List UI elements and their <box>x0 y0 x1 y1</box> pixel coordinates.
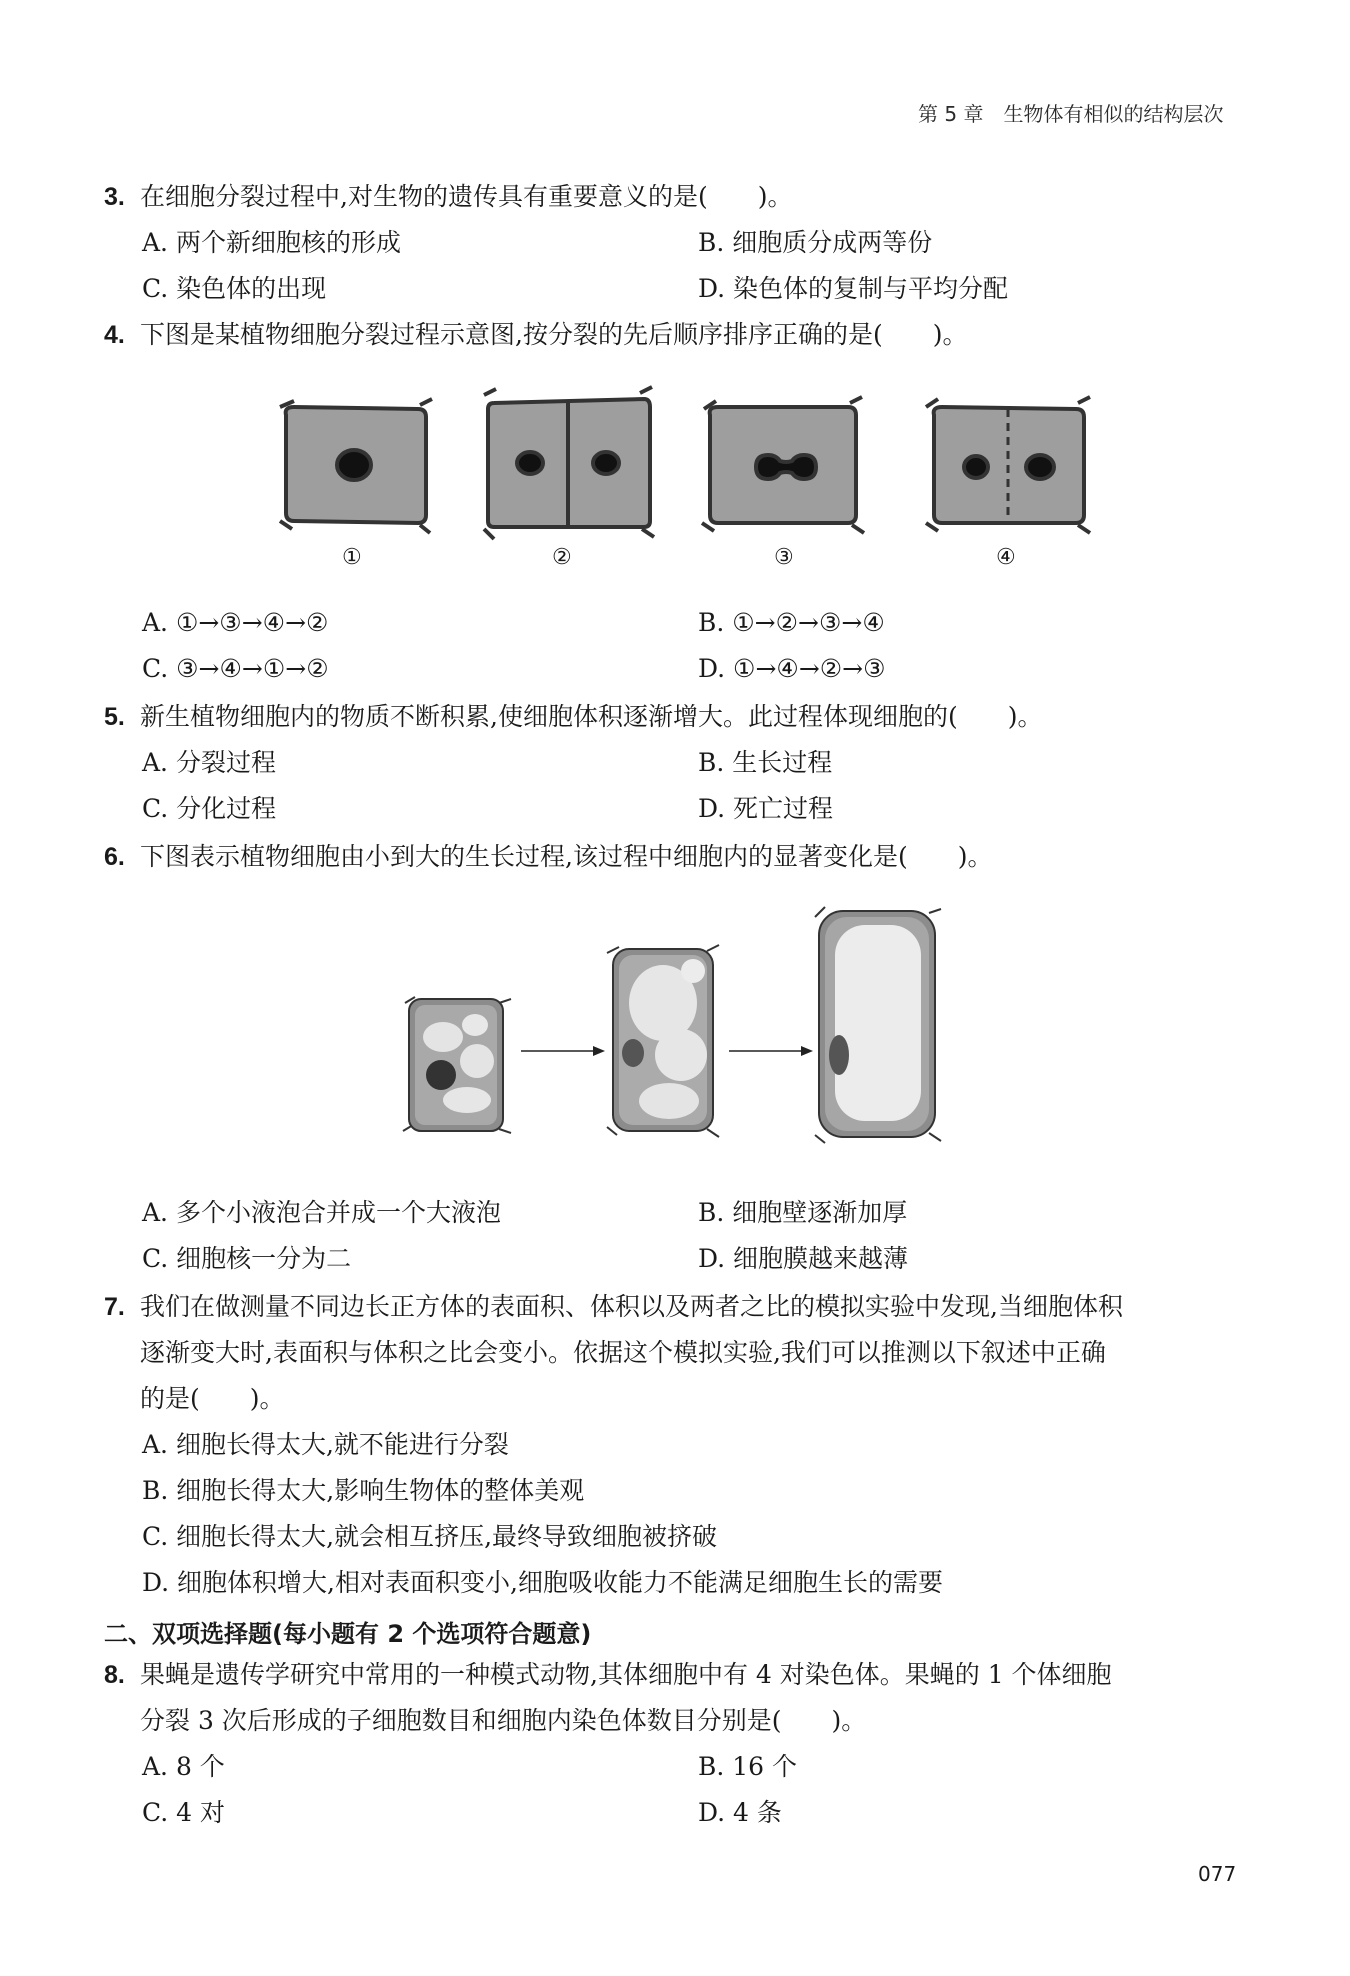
option-c: C. 细胞长得太大,就会相互挤压,最终导致细胞被挤破 <box>142 1522 718 1551</box>
section-heading: 二、双项选择题(每小题有 2 个选项符合题意) <box>104 1620 592 1648</box>
option-d: D. 细胞体积增大,相对表面积变小,细胞吸收能力不能满足细胞生长的需要 <box>142 1568 943 1597</box>
option-b: B. 16 个 <box>698 1752 798 1781</box>
option-a: A. 多个小液泡合并成一个大液泡 <box>142 1198 501 1227</box>
cell-2 <box>484 387 654 539</box>
option-c: C. 染色体的出现 <box>142 274 327 303</box>
cell-3 <box>702 397 864 533</box>
medium-cell <box>607 945 719 1137</box>
question-4 <box>104 318 967 352</box>
option-b: B. ①→②→③→④ <box>698 608 885 637</box>
question-number: 4. <box>104 321 125 349</box>
running-header: 第 5 章 生物体有相似的结构层次 <box>918 102 1224 126</box>
option-d: D. ①→④→②→③ <box>698 654 886 683</box>
option-a: A. 8 个 <box>142 1752 225 1781</box>
question-text: 在细胞分裂过程中,对生物的遗传具有重要意义的是( )。 <box>140 182 793 211</box>
question-text-line-1: 我们在做测量不同边长正方体的表面积、体积以及两者之比的模拟实验中发现,当细胞体积 <box>140 1292 1123 1321</box>
question-number: 7. <box>104 1293 125 1321</box>
option-a: A. 分裂过程 <box>142 748 276 777</box>
question-8 <box>104 1658 1112 1692</box>
option-b: B. 细胞壁逐渐加厚 <box>698 1198 908 1227</box>
option-c: C. 4 对 <box>142 1798 225 1827</box>
question-text-line-1: 果蝇是遗传学研究中常用的一种模式动物,其体细胞中有 4 对染色体。果蝇的 1 个体细胞 <box>140 1660 1112 1689</box>
figure-label-2: ② <box>552 545 572 570</box>
option-a: A. 细胞长得太大,就不能进行分裂 <box>142 1430 509 1459</box>
cell-division-figure <box>270 385 1100 585</box>
page-number: 077 <box>1198 1862 1237 1886</box>
question-text-line-3: 的是( )。 <box>140 1384 285 1413</box>
question-6 <box>104 840 992 874</box>
figure-label-4: ④ <box>996 545 1016 570</box>
cell-4 <box>926 397 1090 533</box>
large-cell <box>815 907 941 1143</box>
question-text: 下图是某植物细胞分裂过程示意图,按分裂的先后顺序排序正确的是( )。 <box>140 320 968 349</box>
option-d: D. 死亡过程 <box>698 794 834 823</box>
small-cell <box>403 997 511 1133</box>
question-text-line-2: 分裂 3 次后形成的子细胞数目和细胞内染色体数目分别是( )。 <box>140 1706 867 1735</box>
question-text: 新生植物细胞内的物质不断积累,使细胞体积逐渐增大。此过程体现细胞的( )。 <box>140 702 1043 731</box>
option-b: B. 细胞长得太大,影响生物体的整体美观 <box>142 1476 585 1505</box>
question-number: 5. <box>104 703 125 731</box>
option-c: C. 细胞核一分为二 <box>142 1244 352 1273</box>
option-d: D. 染色体的复制与平均分配 <box>698 274 1009 303</box>
option-a: A. ①→③→④→② <box>142 608 329 637</box>
figure-label-1: ① <box>342 545 362 570</box>
cell-growth-figure <box>395 905 955 1145</box>
option-c: C. ③→④→①→② <box>142 654 329 683</box>
question-number: 6. <box>104 843 125 871</box>
cell-1 <box>280 399 432 533</box>
option-d: D. 4 条 <box>698 1798 782 1827</box>
option-b: B. 生长过程 <box>698 748 833 777</box>
question-3 <box>104 180 792 214</box>
question-number: 8. <box>104 1661 125 1689</box>
option-c: C. 分化过程 <box>142 794 277 823</box>
option-a: A. 两个新细胞核的形成 <box>142 228 401 257</box>
question-5 <box>104 700 1042 734</box>
question-text: 下图表示植物细胞由小到大的生长过程,该过程中细胞内的显著变化是( )。 <box>140 842 993 871</box>
option-d: D. 细胞膜越来越薄 <box>698 1244 909 1273</box>
question-text-line-2: 逐渐变大时,表面积与体积之比会变小。依据这个模拟实验,我们可以推测以下叙述中正确 <box>140 1338 1106 1367</box>
question-number: 3. <box>104 183 125 211</box>
option-b: B. 细胞质分成两等份 <box>698 228 933 257</box>
question-7 <box>104 1290 1123 1324</box>
figure-label-3: ③ <box>774 545 794 570</box>
